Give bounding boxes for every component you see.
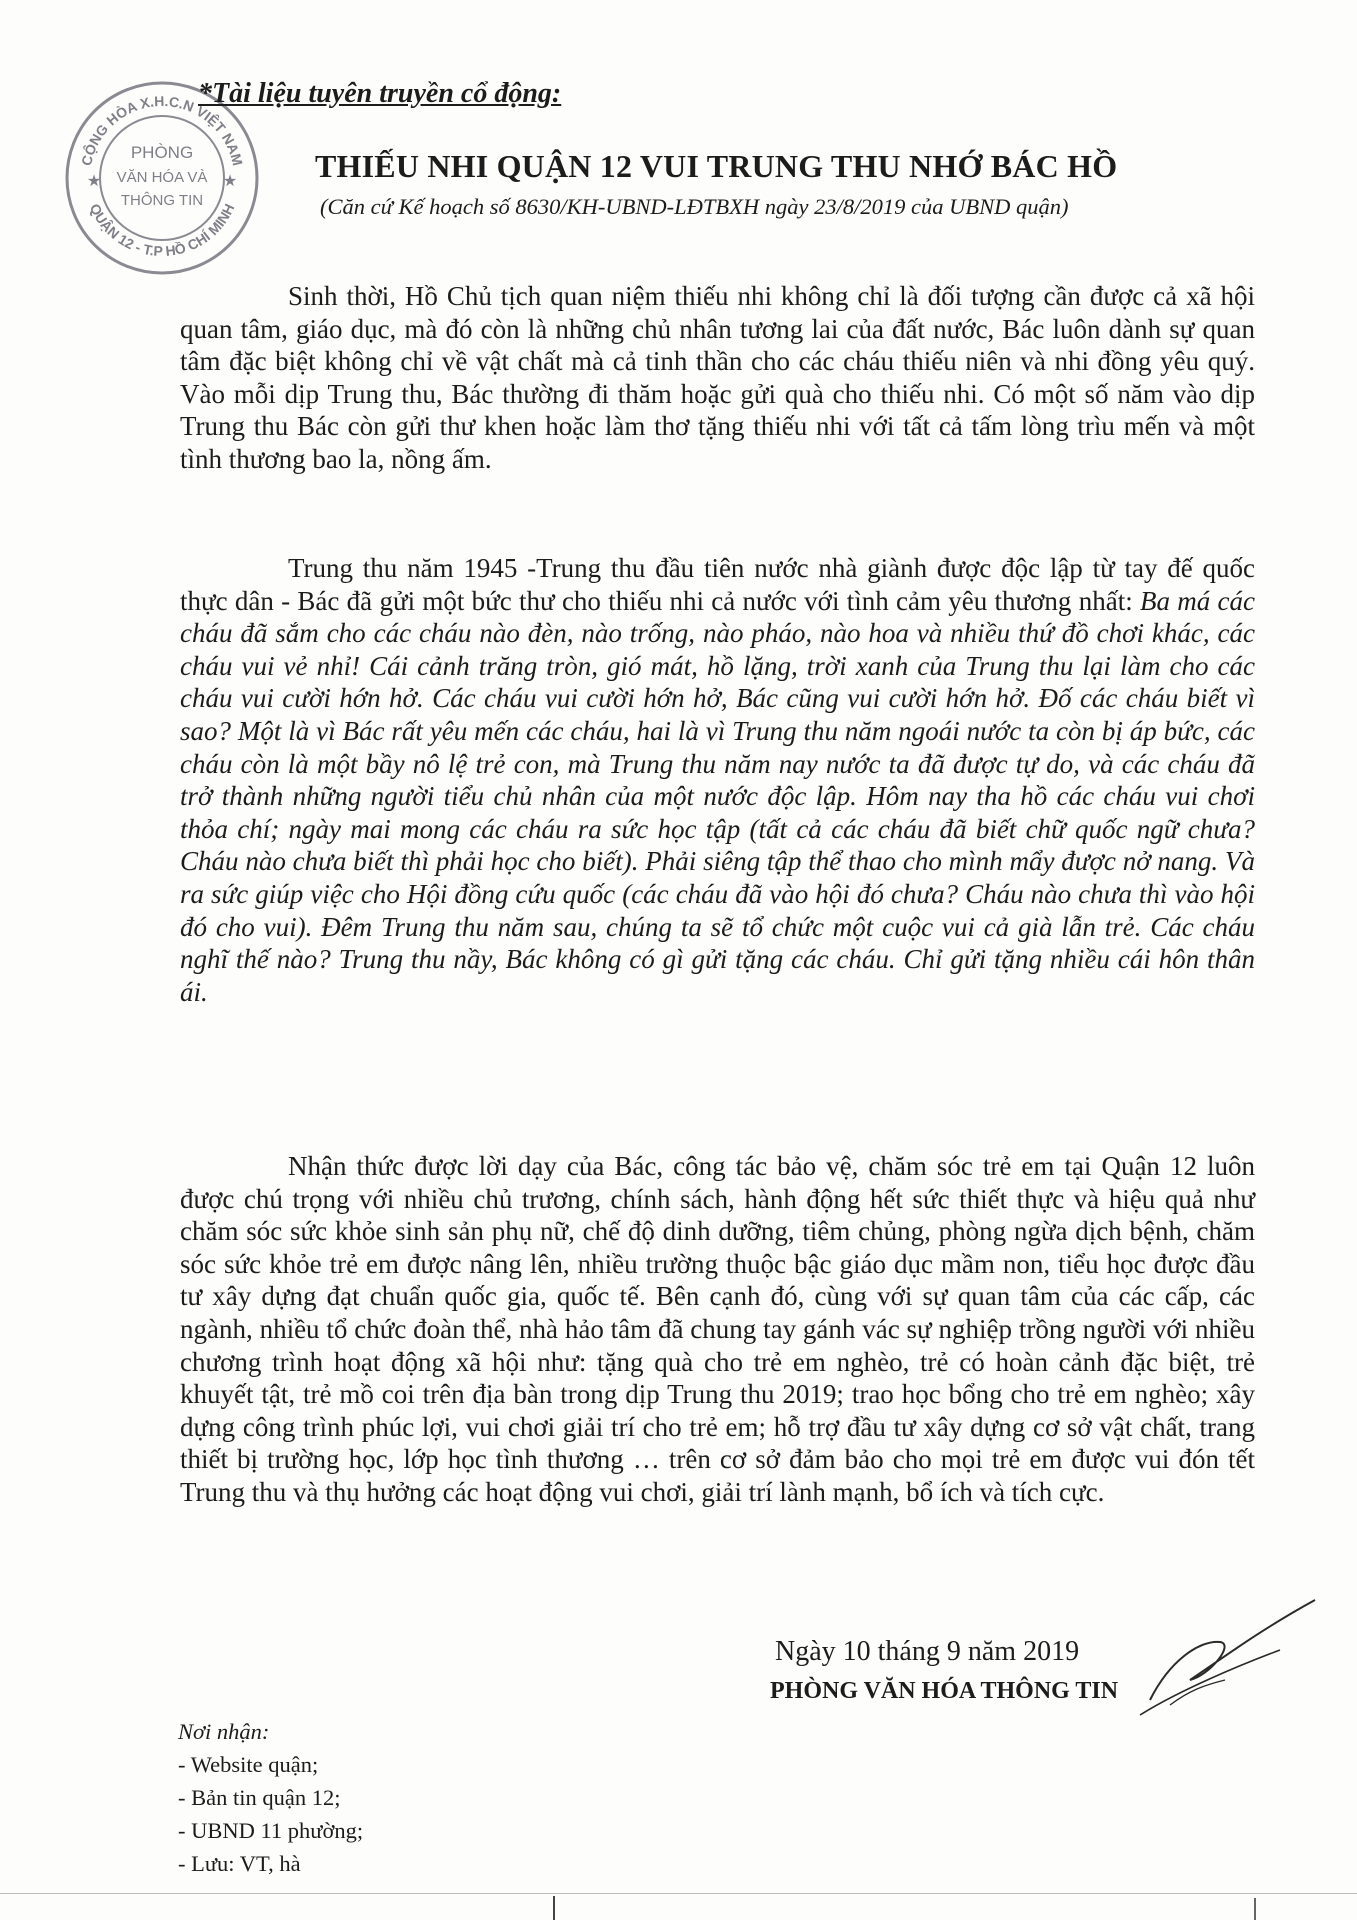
stamp-line-3: THÔNG TIN — [120, 192, 204, 209]
scan-edge-mark — [553, 1896, 555, 1920]
stamp-line-1: PHÒNG — [130, 143, 194, 162]
recipient-item: - UBND 11 phường; — [178, 1818, 364, 1843]
recipients-block — [178, 1715, 363, 1880]
recipient-item: - Bản tin quận 12; — [178, 1785, 341, 1810]
paragraph-2 — [180, 552, 1255, 1008]
signing-organization: PHÒNG VĂN HÓA THÔNG TIN — [770, 1678, 1119, 1704]
recipient-item: - Lưu: VT, hà — [178, 1851, 301, 1876]
scan-edge-mark — [1254, 1898, 1256, 1920]
paragraph-2-intro: Trung thu năm 1945 -Trung thu đầu tiên nước nhà giành được độc lập từ tay đế quốc thực dân - Bác đã gửi một bức thư cho thiếu nhi cả nước với tình cảm yêu thương nhất: — [180, 553, 1255, 616]
paragraph-1: Sinh thời, Hồ Chủ tịch quan niệm thiếu nhi không chỉ là đối tượng cần được cả xã hội quan tâm, giáo dục, mà đó còn là những chủ nhân tương lai của đất nước, Bác luôn dành sự quan tâm đặc biệt không chỉ về vật chất mà cả tinh thần cho các cháu thiếu niên và nhi đồng yêu quý. Vào mỗi dịp Trung thu, Bác thường đi thăm hoặc gửi quà cho thiếu nhi. Có một số năm vào dịp Trung thu Bác còn gửi thư khen hoặc làm thơ tặng thiếu nhi với tất cả tấm lòng trìu mến và một tình thương bao la, nồng ấm. — [180, 281, 1255, 474]
svg-text:★: ★ — [222, 173, 238, 190]
svg-text:★: ★ — [86, 173, 102, 190]
document-date: Ngày 10 tháng 9 năm 2019 — [775, 1636, 1080, 1667]
stamp-top-arc: CỘNG HÒA X.H.C.N VIỆT NAM — [78, 92, 246, 168]
stamp-line-2: VĂN HÓA VÀ — [116, 169, 208, 186]
handwritten-signature-icon — [1130, 1580, 1320, 1730]
paragraph-3: Nhận thức được lời dạy của Bác, công tác bảo vệ, chăm sóc trẻ em tại Quận 12 luôn được chú trọng với nhiều chủ trương, chính sách, hành động hết sức thiết thực và hiệu quả như chăm sóc sức khỏe sinh sản phụ nữ, chế độ dinh dưỡng, tiêm chủng, phòng ngừa dịch bệnh, chăm sóc sức khỏe trẻ em được nâng lên, nhiều trường thuộc bậc giáo dục mầm non, tiểu học được đầu tư xây dựng đạt chuẩn quốc gia, quốc tế. Bên cạnh đó, cùng với sự quan tâm của các cấp, các ngành, nhiều tổ chức đoàn thể, nhà hảo tâm đã chung tay gánh vác sự nghiệp trồng người với nhiều chương trình hoạt động xã hội như: tặng quà cho trẻ em nghèo, trẻ có hoàn cảnh đặc biệt, trẻ khuyết tật, trẻ mồ coi trên địa bàn trong dịp Trung thu 2019; trao học bổng cho trẻ em nghèo; xây dựng công trình phúc lợi, vui chơi giải trí cho trẻ em; hỗ trợ đầu tư xây dựng cơ sở vật chất, trang thiết bị trường học, lớp học tình thương … trên cơ sở đảm bảo cho mọi trẻ em được vui đón tết Trung thu và thụ hưởng các hoạt động vui chơi, giải trí lành mạnh, bổ ích và tích cực. — [180, 1151, 1255, 1507]
stamp-bottom-arc: QUẬN 12 - T.P HỒ CHÍ MINH — [86, 201, 238, 260]
scan-border-line — [0, 1893, 1357, 1894]
recipients-title: Nơi nhận: — [178, 1719, 270, 1744]
document-subtitle: (Căn cứ Kế hoạch số 8630/KH-UBND-LĐTBXH ngày 23/8/2019 của UBND quận) — [320, 194, 1069, 219]
recipient-item: - Website quận; — [178, 1752, 319, 1777]
ho-chi-minh-letter-quote: Ba má các cháu đã sắm cho các cháu nào đèn, nào trống, nào pháo, nào hoa và nhiều thứ đồ chơi khác, các cháu vui vẻ nhỉ! Cái cảnh trăng tròn, gió mát, hồ lặng, trời xanh của Trung thu lại làm cho các cháu vui cười hớn hở. Các cháu vui cười hớn hở, Bác cũng vui cười hớn hở. Đố các cháu biết vì sao? Một là vì Bác rất yêu mến các cháu, hai là vì Trung thu năm ngoái nước ta còn bị áp bức, các cháu còn là một bầy nô lệ trẻ con, mà Trung thu năm nay nước ta đã được tự do, và các cháu đã trở thành những người tiểu chủ nhân của một nước độc lập. Hôm nay tha hồ các cháu vui chơi thỏa chí; ngày mai mong các cháu ra sức học tập (tất cả các cháu đã biết chữ quốc ngữ chưa? Cháu nào chưa biết thì phải học cho biết). Phải siêng tập thể thao cho mình mẩy được nở nang. Và ra sức giúp việc cho Hội đồng cứu quốc (các cháu đã vào hội đó chưa? Cháu nào chưa thì vào hội đó cho vui). Đêm Trung thu năm sau, chúng ta sẽ tổ chức một cuộc vui cả già lẫn trẻ. Các cháu nghĩ thế nào? Trung thu nầy, Bác không có gì gửi tặng các cháu. Chỉ gửi tặng nhiều cái hôn thân ái. — [180, 585, 1255, 1007]
document-label: *Tài liệu tuyên truyền cổ động: — [198, 78, 562, 109]
document-title: THIẾU NHI QUẬN 12 VUI TRUNG THU NHỚ BÁC HỒ — [315, 148, 1118, 184]
